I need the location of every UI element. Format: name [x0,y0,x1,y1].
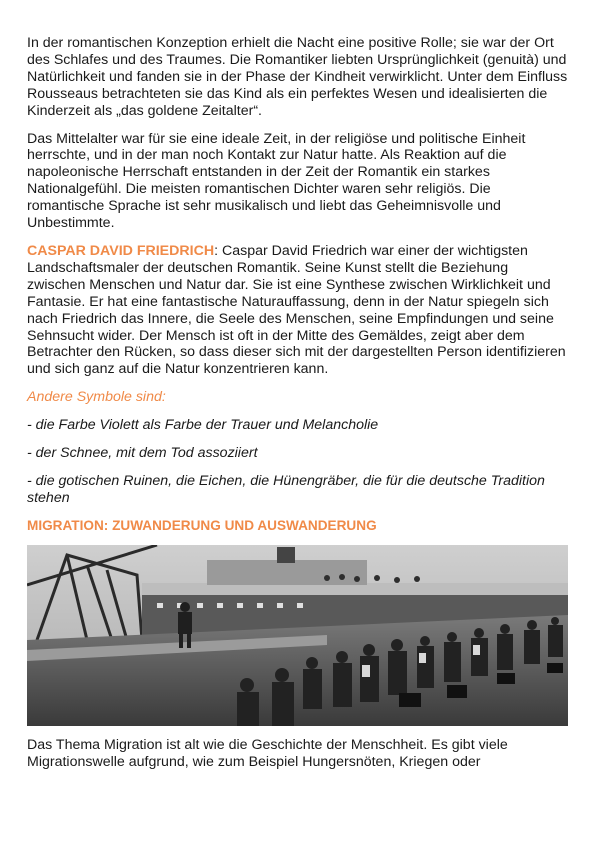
paragraph-migration: Das Thema Migration ist alt wie die Geschichte der Menschheit. Es gibt viele Migrationswelle aufgrund, wie zum Beispiel Hungersnöten, Kriegen oder [27,736,508,770]
paragraph-friedrich [27,243,569,378]
friedrich-label: CASPAR DAVID FRIEDRICH [27,242,215,259]
symbol-item-violet: - die Farbe Violett als Farbe der Trauer und Melancholie [27,417,379,434]
symbol-item-ruins: - die gotischen Ruinen, die Eichen, die Hünengräber, die für die deutsche Tradition stehen [27,472,545,506]
paragraph-romantic-night: In der romantischen Konzeption erhielt die Nacht eine positive Rolle; sie war der Ort des Schlafes und des Traumes. Die Romantiker liebten Ursprünglichkeit (genuità) und Natürlichkeit und fanden sie in der Phase der Kindheit verwirklicht. Unter dem Einfluss Rousseaus betrachteten sie das Kind als ein perfektes Wesen und idealisierten die Kinderzeit als „das goldene Zeitalter“. [27,35,568,119]
symbols-label: Andere Symbole sind [27,389,162,406]
document-page [27,35,569,770]
symbols-intro [27,389,569,406]
friedrich-text: : Caspar David Friedrich war einer der wichtigsten Landschaftsmaler der deutschen Romantik. Seine Kunst stellt die Beziehung zwischen Menschen und Natur dar. Sie ist eine Synthese zwischen Wirklichkeit und Fantasie. Er hat eine fantastische Naturauffassung, denn in der Natur spiegeln sich nach Friedrich das Innere, die Seele des Menschen, seine Empfindungen und seine Sehnsucht wider. Der Mensch ist oft in der Mitte des Gemäldes, zeigt aber dem Betrachter den Rücken, so dass dieser sich mit der dargestellten Person identifizieren und sich ganz auf die Natur konzentrieren kann. [27,242,566,378]
paragraph-middle-ages: Das Mittelalter war für sie eine ideale Zeit, in der religiöse und politische Einheit herrschte, und in der man noch Kontakt zur Natur hatte. Als Reaktion auf die napoleonische Herrschaft entstanden in der Zeit der Romantik ein starkes Nationalgefühl. Die meisten romantischen Dichter waren sehr religiös. Die romantische Sprache ist sehr musikalisch und liebt das Geheimnisvolle und Unbestimmte. [27,130,526,232]
symbol-item-snow: - der Schnee, mit dem Tod assoziiert [27,445,258,462]
migration-photo [27,545,568,726]
symbols-colon: : [161,389,166,406]
migration-heading: MIGRATION: ZUWANDERUNG UND AUSWANDERUNG [27,517,377,533]
